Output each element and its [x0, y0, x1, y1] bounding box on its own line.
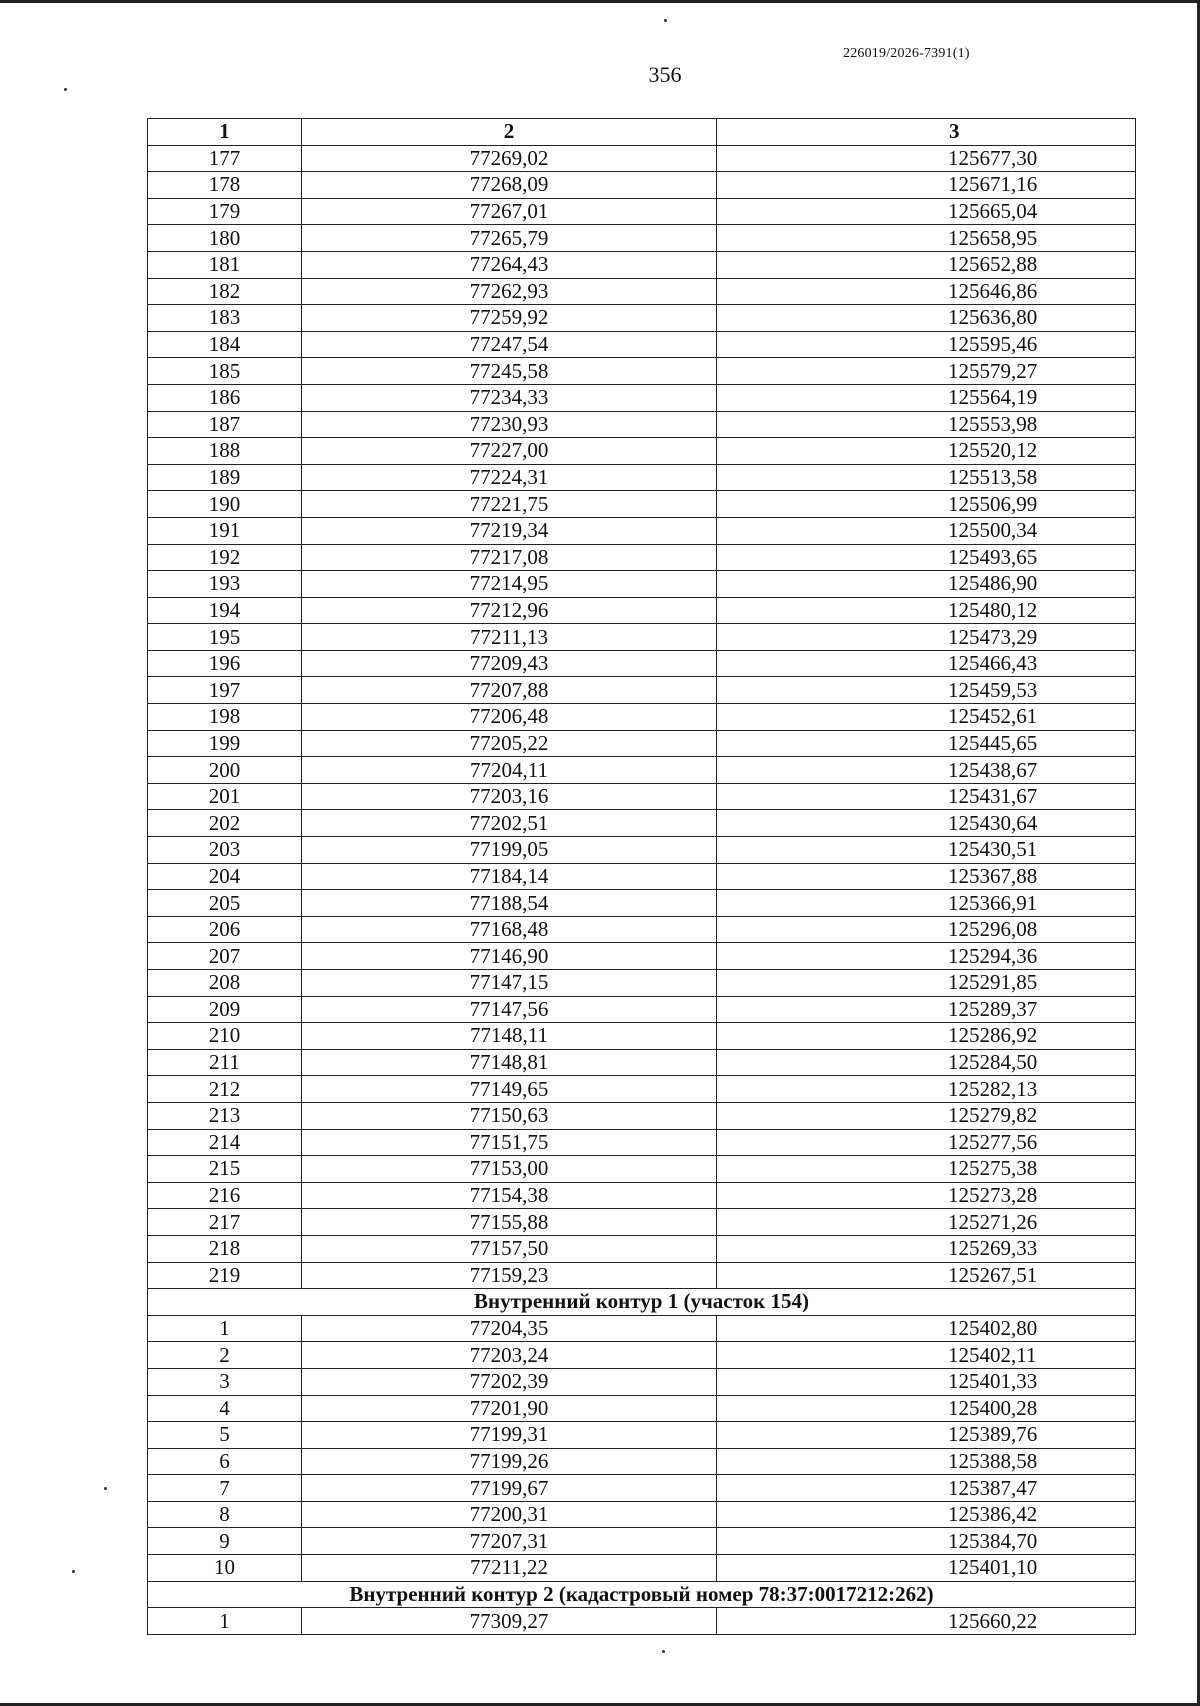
table-row [148, 305, 1136, 332]
table-row [148, 172, 1136, 199]
point-number-cell: 205 [148, 890, 302, 917]
x-coordinate-cell: 77204,35 [302, 1315, 717, 1342]
x-coordinate-cell: 77214,95 [302, 571, 717, 598]
point-number-cell: 210 [148, 1023, 302, 1050]
y-coordinate-cell: 125389,76 [717, 1422, 1136, 1449]
x-coordinate-cell: 77148,81 [302, 1049, 717, 1076]
x-coordinate-cell: 77230,93 [302, 411, 717, 438]
table-row [148, 1049, 1136, 1076]
y-coordinate-cell: 125286,92 [717, 1023, 1136, 1050]
point-number-cell: 215 [148, 1156, 302, 1183]
y-coordinate-cell: 125579,27 [717, 358, 1136, 385]
section-title-row [148, 1289, 1136, 1316]
y-coordinate-cell: 125431,67 [717, 783, 1136, 810]
y-coordinate-cell: 125513,58 [717, 464, 1136, 491]
y-coordinate-cell: 125279,82 [717, 1102, 1136, 1129]
point-number-cell: 188 [148, 438, 302, 465]
table-row [148, 1129, 1136, 1156]
scan-speck [662, 1650, 665, 1653]
table-row [148, 198, 1136, 225]
point-number-cell: 1 [148, 1315, 302, 1342]
point-number-cell: 180 [148, 225, 302, 252]
y-coordinate-cell: 125671,16 [717, 172, 1136, 199]
point-number-cell: 9 [148, 1528, 302, 1555]
point-number-cell: 219 [148, 1262, 302, 1289]
y-coordinate-cell: 125636,80 [717, 305, 1136, 332]
point-number-cell: 185 [148, 358, 302, 385]
y-coordinate-cell: 125384,70 [717, 1528, 1136, 1555]
table-row [148, 1422, 1136, 1449]
point-number-cell: 203 [148, 837, 302, 864]
y-coordinate-cell: 125282,13 [717, 1076, 1136, 1103]
table-row [148, 1235, 1136, 1262]
x-coordinate-cell: 77262,93 [302, 278, 717, 305]
x-coordinate-cell: 77159,23 [302, 1262, 717, 1289]
table-row [148, 730, 1136, 757]
x-coordinate-cell: 77155,88 [302, 1209, 717, 1236]
y-coordinate-cell: 125294,36 [717, 943, 1136, 970]
x-coordinate-cell: 77209,43 [302, 650, 717, 677]
y-coordinate-cell: 125595,46 [717, 331, 1136, 358]
x-coordinate-cell: 77202,39 [302, 1368, 717, 1395]
y-coordinate-cell: 125459,53 [717, 677, 1136, 704]
x-coordinate-cell: 77168,48 [302, 916, 717, 943]
table-row [148, 1023, 1136, 1050]
y-coordinate-cell: 125366,91 [717, 890, 1136, 917]
x-coordinate-cell: 77211,13 [302, 624, 717, 651]
table-row [148, 970, 1136, 997]
point-number-cell: 218 [148, 1235, 302, 1262]
table-row [148, 384, 1136, 411]
x-coordinate-cell: 77149,65 [302, 1076, 717, 1103]
point-number-cell: 212 [148, 1076, 302, 1103]
x-coordinate-cell: 77234,33 [302, 384, 717, 411]
y-coordinate-cell: 125401,33 [717, 1368, 1136, 1395]
table-row [148, 783, 1136, 810]
y-coordinate-cell: 125367,88 [717, 863, 1136, 890]
y-coordinate-cell: 125277,56 [717, 1129, 1136, 1156]
table-row [148, 1102, 1136, 1129]
point-number-cell: 4 [148, 1395, 302, 1422]
y-coordinate-cell: 125480,12 [717, 597, 1136, 624]
coordinates-table [147, 118, 1136, 1635]
x-coordinate-cell: 77268,09 [302, 172, 717, 199]
y-coordinate-cell: 125493,65 [717, 544, 1136, 571]
table-header-row [148, 119, 1136, 146]
point-number-cell: 181 [148, 251, 302, 278]
x-coordinate-cell: 77212,96 [302, 597, 717, 624]
x-coordinate-cell: 77264,43 [302, 251, 717, 278]
x-coordinate-cell: 77153,00 [302, 1156, 717, 1183]
scan-speck [72, 1570, 75, 1573]
table-row [148, 597, 1136, 624]
x-coordinate-cell: 77207,31 [302, 1528, 717, 1555]
y-coordinate-cell: 125430,64 [717, 810, 1136, 837]
point-number-cell: 1 [148, 1608, 302, 1635]
point-number-cell: 194 [148, 597, 302, 624]
table-row [148, 411, 1136, 438]
point-number-cell: 8 [148, 1501, 302, 1528]
x-coordinate-cell: 77201,90 [302, 1395, 717, 1422]
x-coordinate-cell: 77154,38 [302, 1182, 717, 1209]
x-coordinate-cell: 77199,05 [302, 837, 717, 864]
main-contour-rows [148, 145, 1136, 1289]
table-row [148, 438, 1136, 465]
section-title-inner-contour-1: Внутренний контур 1 (участок 154) [148, 1289, 1136, 1316]
y-coordinate-cell: 125652,88 [717, 251, 1136, 278]
point-number-cell: 7 [148, 1475, 302, 1502]
table-row [148, 1501, 1136, 1528]
x-coordinate-cell: 77309,27 [302, 1608, 717, 1635]
y-coordinate-cell: 125275,38 [717, 1156, 1136, 1183]
y-coordinate-cell: 125445,65 [717, 730, 1136, 757]
point-number-cell: 190 [148, 491, 302, 518]
column-header-x: 2 [302, 119, 717, 146]
point-number-cell: 193 [148, 571, 302, 598]
x-coordinate-cell: 77204,11 [302, 757, 717, 784]
table-row [148, 331, 1136, 358]
table-row [148, 916, 1136, 943]
x-coordinate-cell: 77157,50 [302, 1235, 717, 1262]
y-coordinate-cell: 125273,28 [717, 1182, 1136, 1209]
x-coordinate-cell: 77245,58 [302, 358, 717, 385]
x-coordinate-cell: 77199,31 [302, 1422, 717, 1449]
point-number-cell: 207 [148, 943, 302, 970]
table-row [148, 943, 1136, 970]
point-number-cell: 189 [148, 464, 302, 491]
x-coordinate-cell: 77205,22 [302, 730, 717, 757]
table-row [148, 704, 1136, 731]
y-coordinate-cell: 125500,34 [717, 517, 1136, 544]
point-number-cell: 206 [148, 916, 302, 943]
table-row [148, 996, 1136, 1023]
point-number-cell: 184 [148, 331, 302, 358]
table-row [148, 1475, 1136, 1502]
x-coordinate-cell: 77199,26 [302, 1448, 717, 1475]
point-number-cell: 200 [148, 757, 302, 784]
point-number-cell: 204 [148, 863, 302, 890]
table-row [148, 1395, 1136, 1422]
x-coordinate-cell: 77199,67 [302, 1475, 717, 1502]
point-number-cell: 178 [148, 172, 302, 199]
y-coordinate-cell: 125402,11 [717, 1342, 1136, 1369]
table-row [148, 544, 1136, 571]
point-number-cell: 217 [148, 1209, 302, 1236]
y-coordinate-cell: 125289,37 [717, 996, 1136, 1023]
table-row [148, 837, 1136, 864]
y-coordinate-cell: 125506,99 [717, 491, 1136, 518]
table-row [148, 1076, 1136, 1103]
y-coordinate-cell: 125386,42 [717, 1501, 1136, 1528]
point-number-cell: 202 [148, 810, 302, 837]
table-row [148, 1368, 1136, 1395]
point-number-cell: 3 [148, 1368, 302, 1395]
y-coordinate-cell: 125677,30 [717, 145, 1136, 172]
x-coordinate-cell: 77206,48 [302, 704, 717, 731]
y-coordinate-cell: 125658,95 [717, 225, 1136, 252]
y-coordinate-cell: 125284,50 [717, 1049, 1136, 1076]
table-row [148, 863, 1136, 890]
inner-contour-1-rows [148, 1315, 1136, 1581]
x-coordinate-cell: 77200,31 [302, 1501, 717, 1528]
table-row [148, 571, 1136, 598]
table-row [148, 810, 1136, 837]
table-row [148, 1182, 1136, 1209]
y-coordinate-cell: 125452,61 [717, 704, 1136, 731]
point-number-cell: 214 [148, 1129, 302, 1156]
point-number-cell: 216 [148, 1182, 302, 1209]
x-coordinate-cell: 77148,11 [302, 1023, 717, 1050]
point-number-cell: 195 [148, 624, 302, 651]
section-title-row [148, 1581, 1136, 1608]
x-coordinate-cell: 77224,31 [302, 464, 717, 491]
x-coordinate-cell: 77202,51 [302, 810, 717, 837]
x-coordinate-cell: 77269,02 [302, 145, 717, 172]
y-coordinate-cell: 125269,33 [717, 1235, 1136, 1262]
point-number-cell: 208 [148, 970, 302, 997]
table-row [148, 1262, 1136, 1289]
point-number-cell: 197 [148, 677, 302, 704]
x-coordinate-cell: 77203,24 [302, 1342, 717, 1369]
y-coordinate-cell: 125660,22 [717, 1608, 1136, 1635]
x-coordinate-cell: 77188,54 [302, 890, 717, 917]
point-number-cell: 6 [148, 1448, 302, 1475]
scan-speck [64, 88, 67, 91]
table-row [148, 1209, 1136, 1236]
point-number-cell: 2 [148, 1342, 302, 1369]
x-coordinate-cell: 77265,79 [302, 225, 717, 252]
y-coordinate-cell: 125486,90 [717, 571, 1136, 598]
table-row [148, 517, 1136, 544]
section-title-inner-contour-2: Внутренний контур 2 (кадастровый номер 78:37:0017212:262) [148, 1581, 1136, 1608]
scan-speck [664, 19, 667, 22]
column-header-y: 3 [717, 119, 1136, 146]
x-coordinate-cell: 77219,34 [302, 517, 717, 544]
x-coordinate-cell: 77147,15 [302, 970, 717, 997]
y-coordinate-cell: 125271,26 [717, 1209, 1136, 1236]
point-number-cell: 201 [148, 783, 302, 810]
table-row [148, 677, 1136, 704]
x-coordinate-cell: 77147,56 [302, 996, 717, 1023]
point-number-cell: 211 [148, 1049, 302, 1076]
x-coordinate-cell: 77146,90 [302, 943, 717, 970]
inner-contour-2-rows [148, 1608, 1136, 1635]
y-coordinate-cell: 125466,43 [717, 650, 1136, 677]
x-coordinate-cell: 77207,88 [302, 677, 717, 704]
y-coordinate-cell: 125291,85 [717, 970, 1136, 997]
table-row [148, 757, 1136, 784]
table-row [148, 1608, 1136, 1635]
table-row [148, 145, 1136, 172]
table-row [148, 278, 1136, 305]
point-number-cell: 179 [148, 198, 302, 225]
x-coordinate-cell: 77217,08 [302, 544, 717, 571]
point-number-cell: 199 [148, 730, 302, 757]
table-row [148, 225, 1136, 252]
point-number-cell: 187 [148, 411, 302, 438]
y-coordinate-cell: 125473,29 [717, 624, 1136, 651]
document-reference: 226019/2026-7391(1) [843, 46, 970, 61]
table-row [148, 251, 1136, 278]
inner-contour-2 [148, 1581, 1136, 1608]
point-number-cell: 5 [148, 1422, 302, 1449]
x-coordinate-cell: 77259,92 [302, 305, 717, 332]
y-coordinate-cell: 125387,47 [717, 1475, 1136, 1502]
point-number-cell: 191 [148, 517, 302, 544]
point-number-cell: 177 [148, 145, 302, 172]
column-header-number: 1 [148, 119, 302, 146]
y-coordinate-cell: 125296,08 [717, 916, 1136, 943]
x-coordinate-cell: 77227,00 [302, 438, 717, 465]
x-coordinate-cell: 77203,16 [302, 783, 717, 810]
table-row [148, 1156, 1136, 1183]
point-number-cell: 182 [148, 278, 302, 305]
y-coordinate-cell: 125267,51 [717, 1262, 1136, 1289]
table-row [148, 624, 1136, 651]
point-number-cell: 186 [148, 384, 302, 411]
x-coordinate-cell: 77151,75 [302, 1129, 717, 1156]
y-coordinate-cell: 125430,51 [717, 837, 1136, 864]
y-coordinate-cell: 125646,86 [717, 278, 1136, 305]
scan-speck [104, 1487, 107, 1490]
scan-border-top [0, 0, 1200, 3]
table-row [148, 1342, 1136, 1369]
y-coordinate-cell: 125553,98 [717, 411, 1136, 438]
x-coordinate-cell: 77211,22 [302, 1555, 717, 1582]
table-row [148, 650, 1136, 677]
point-number-cell: 213 [148, 1102, 302, 1129]
table-row [148, 1528, 1136, 1555]
x-coordinate-cell: 77221,75 [302, 491, 717, 518]
y-coordinate-cell: 125388,58 [717, 1448, 1136, 1475]
point-number-cell: 10 [148, 1555, 302, 1582]
point-number-cell: 209 [148, 996, 302, 1023]
y-coordinate-cell: 125438,67 [717, 757, 1136, 784]
point-number-cell: 192 [148, 544, 302, 571]
y-coordinate-cell: 125400,28 [717, 1395, 1136, 1422]
table-row [148, 464, 1136, 491]
x-coordinate-cell: 77247,54 [302, 331, 717, 358]
x-coordinate-cell: 77267,01 [302, 198, 717, 225]
table-row [148, 1315, 1136, 1342]
y-coordinate-cell: 125401,10 [717, 1555, 1136, 1582]
page-number: 356 [648, 62, 682, 87]
y-coordinate-cell: 125665,04 [717, 198, 1136, 225]
inner-contour-1 [148, 1289, 1136, 1316]
point-number-cell: 196 [148, 650, 302, 677]
y-coordinate-cell: 125402,80 [717, 1315, 1136, 1342]
point-number-cell: 198 [148, 704, 302, 731]
table-row [148, 491, 1136, 518]
x-coordinate-cell: 77184,14 [302, 863, 717, 890]
x-coordinate-cell: 77150,63 [302, 1102, 717, 1129]
point-number-cell: 183 [148, 305, 302, 332]
table-row [148, 1555, 1136, 1582]
y-coordinate-cell: 125520,12 [717, 438, 1136, 465]
table-row [148, 890, 1136, 917]
table-row [148, 1448, 1136, 1475]
table-row [148, 358, 1136, 385]
y-coordinate-cell: 125564,19 [717, 384, 1136, 411]
